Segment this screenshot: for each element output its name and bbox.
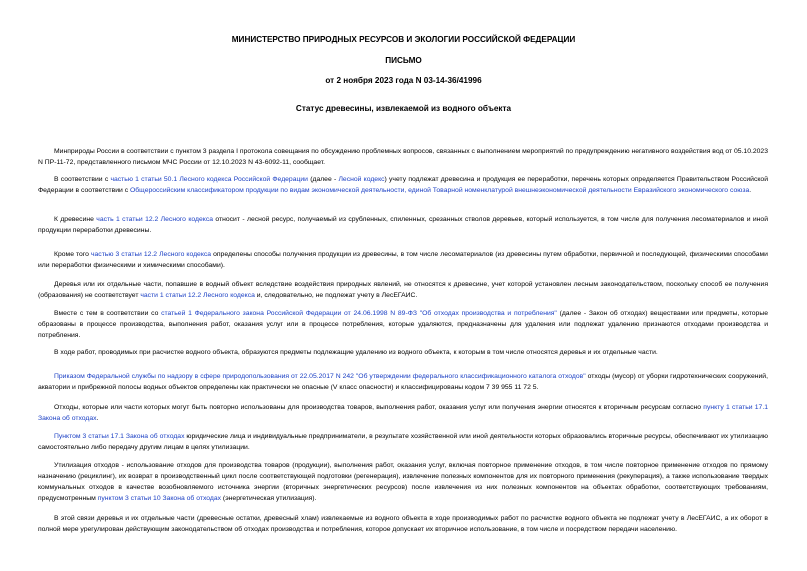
paragraph-text: Утилизация отходов - использование отходов для производства товаров (продукции), выполнения работ, оказания услуг, включая повторное применение отходов, в том числе повторное применение отходов по прямому назначению (рециклинг), их возврат в производственный цикл после соответствующей подготовки (регенерация), извлечение полезных компонентов для их повторного применения (рекуперация), а также использование твердых коммунальных отходов в качестве возобновляемого источника энергии (вторичных энергетических ресурсов) после извлечения из них полезных компонентов на объектах обработки, соответствующих требованиям, предусмотренным: [38, 462, 768, 502]
paragraph-text: (далее -: [307, 176, 339, 183]
paragraph: [38, 174, 768, 196]
paragraph-text: относит - лесной ресурс, получаемый из срубленных, спиленных, срезанных стволов деревьев, который используется, в том числе для получения лесоматериалов и иной продукции переработки древесины.: [38, 216, 768, 234]
law-reference-link[interactable]: Общероссийским классификатором продукции по видам экономической деятельности, единой Товарной номенклатурой внешнеэкономической деятельности Евразийского экономического союза: [130, 187, 750, 194]
document-date-number: от 2 ноября 2023 года N 03-14-36/41996: [325, 76, 482, 85]
law-reference-link[interactable]: частью 3 статьи 12.2 Лесного кодекса: [90, 251, 212, 258]
paragraph-text: .: [96, 415, 99, 422]
paragraph: [38, 347, 768, 358]
paragraph-text: юридические лица и индивидуальные предприниматели, в результате хозяйственной или иной деятельности которых образовались вторичные ресурсы, обеспечивают их утилизацию самостоятельно либо передачу другим лицам в целях утилизации.: [38, 433, 769, 451]
paragraph: [38, 431, 768, 453]
paragraph-text: (далее - Закон об отходах) веществами или предметы, которые образованы в процессе производства, выполнения работ, оказания услуг или в процессе потребления, которые удаляются, предназначены для удаления или подлежат удалению признаются отходами производства и потребления.: [38, 310, 768, 339]
law-reference-link[interactable]: частью 1 статьи 50.1 Лесного кодекса Российской Федерации: [110, 176, 308, 183]
paragraph-text: ) учету подлежат древесина и продукция ее переработки, перечень которых определяется Правительством Российской Федерации в соответствии с: [38, 176, 768, 194]
paragraph-text: В этой связи деревья и их отдельные части (древесные остатки, древесный хлам) извлекаемые из водного объекта в ходе производимых работ по расчистке водного объекта не подлежат учету в ЛесЕГАИС, а их оборот в полной мере урегулирован действующим законодательством об отходах производства и потребления, которое допускает их вторичное использование, в том числе и посредством передачи населению.: [38, 515, 768, 533]
document-title: Статус древесины, извлекаемой из водного объекта: [295, 104, 512, 113]
paragraph: [38, 460, 768, 504]
law-reference-link[interactable]: пунктом 3 статьи 10 Закона об отходах: [97, 495, 222, 502]
paragraph-text: Деревья или их отдельные части, попавшие в водный объект вследствие воздействия природных явлений, не относятся к древесине, учет которой установлен лесным законодательством, поскольку способ ее получения (образования) не соответствует: [38, 281, 768, 299]
law-reference-link[interactable]: пункту 1 статьи 17.1 Закона об отходах: [38, 404, 768, 422]
paragraph-text: Минприроды России в соответствии с пунктом 3 раздела I протокола совещания по обсуждению проблемных вопросов, связанных с выполнением мероприятий по предупреждению негативного воздействия вод от 05.10.2023 N ПР-11-72, представленного письмом МЧС России от 12.10.2023 N 43-6092-11, сообщает.: [38, 148, 768, 166]
paragraph-text: К древесине: [54, 216, 97, 223]
paragraph: [38, 279, 768, 301]
paragraph-text: Отходы, которые или части которых могут быть повторно использованы для производства товаров, выполнения работ, оказания услуг или получения энергии относятся к вторичным ресурсам согласно: [54, 404, 704, 411]
law-reference-link[interactable]: статьей 1 Федерального закона Российской Федерации от 24.06.1998 N 89-ФЗ "Об отходах производства и потребления": [161, 310, 557, 317]
law-reference-link[interactable]: Пунктом 3 статьи 17.1 Закона об отходах: [54, 433, 185, 440]
paragraph: [38, 402, 768, 424]
paragraph: [38, 249, 768, 271]
paragraph-text: отходы (мусор) от уборки гидротехнических сооружений, акватории и прибрежной полосы водных объектов определены как практически не опасные (V класс опасности) и классифицированы кодом 7 39 955 11 72 5.: [38, 373, 768, 391]
paragraph-text: определены способы получения продукции из древесины, в том числе лесоматериалов (из древесины путем обработки, первичной и последующей, физическими способами или переработки физическими и химическими способами).: [38, 251, 768, 269]
paragraph: [38, 214, 768, 236]
paragraph-text: В ходе работ, проводимых при расчистке водного объекта, образуются предметы подлежащие удалению из водного объекта, к которым в том числе относятся деревья и их отдельные части.: [54, 349, 658, 356]
ministry-heading: МИНИСТЕРСТВО ПРИРОДНЫХ РЕСУРСОВ И ЭКОЛОГИИ РОССИЙСКОЙ ФЕДЕРАЦИИ: [231, 35, 576, 44]
paragraph: [38, 308, 768, 341]
law-reference-link[interactable]: часть 1 статьи 12.2 Лесного кодекса: [96, 216, 213, 223]
paragraph: [38, 371, 768, 393]
paragraph-text: .: [749, 187, 752, 194]
paragraph-text: (энергетическая утилизация).: [221, 495, 317, 502]
paragraph-text: Вместе с тем в соответствии со: [54, 310, 162, 317]
document-type: ПИСЬМО: [385, 56, 422, 65]
paragraph-text: В соответствии с: [54, 176, 111, 183]
paragraph-text: Кроме того: [54, 251, 91, 258]
law-reference-link[interactable]: Приказом Федеральной службы по надзору в сфере природопользования от 22.05.2017 N 242 "Об утверждении федерального классификационного каталога отходов": [54, 373, 586, 380]
paragraph-text: и, следовательно, не подлежат учету в ЛесЕГАИС.: [254, 292, 418, 299]
paragraph: [38, 513, 768, 535]
law-reference-link[interactable]: части 1 статьи 12.2 Лесного кодекса: [140, 292, 255, 299]
paragraph: [38, 146, 768, 168]
law-reference-link[interactable]: Лесной кодекс: [338, 176, 385, 183]
